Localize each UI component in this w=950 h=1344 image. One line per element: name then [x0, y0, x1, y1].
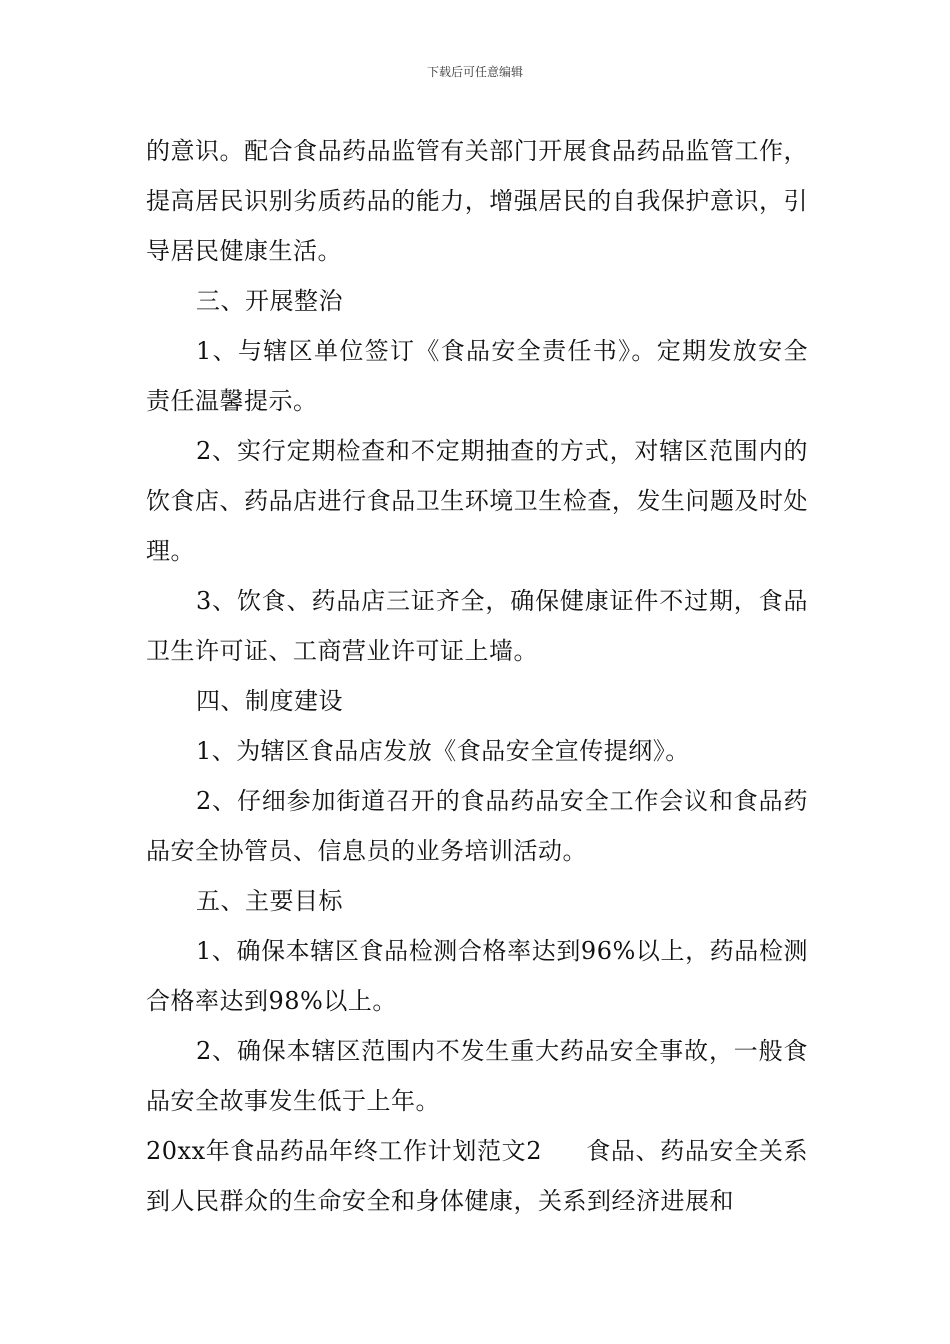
- paragraph-3-2: 2、实行定期检查和不定期抽查的方式，对辖区范围内的饮食店、药品店进行食品卫生环境卫生检查，发生问题及时处理。: [146, 437, 808, 565]
- paragraph-3-1: 1、与辖区单位签订《食品安全责任书》。定期发放安全责任温馨提示。: [146, 337, 808, 415]
- paragraph-4-2: 2、仔细参加街道召开的食品药品安全工作会议和食品药品安全协管员、信息员的业务培训活动。: [146, 787, 808, 865]
- document-body: [146, 126, 808, 1226]
- paragraph-3-3: 3、饮食、药品店三证齐全，确保健康证件不过期，食品卫生许可证、工商营业许可证上墙。: [146, 587, 808, 665]
- section-heading-3: 三、开展整治: [196, 287, 343, 315]
- paragraph-4-1: 1、为辖区食品店发放《食品安全宣传提纲》。: [196, 737, 690, 765]
- section-heading-4: 四、制度建设: [196, 687, 343, 715]
- next-section-title: 20xx年食品药品年终工作计划范文2: [146, 1137, 543, 1165]
- paragraph-5-1: 1、确保本辖区食品检测合格率达到96%以上，药品检测合格率达到98%以上。: [146, 937, 808, 1015]
- paragraph-intro: 的意识。配合食品药品监管有关部门开展食品药品监管工作，提高居民识别劣质药品的能力，增强居民的自我保护意识，引导居民健康生活。: [146, 137, 808, 265]
- paragraph-5-2: 2、确保本辖区范围内不发生重大药品安全事故，一般食品安全故事发生低于上年。: [146, 1037, 808, 1115]
- next-section: [146, 1126, 808, 1226]
- section-heading-5: 五、主要目标: [196, 887, 343, 915]
- next-section-text: 食品、药品安全关系到人民群众的生命安全和身体健康，关系到经济进展和: [146, 1137, 808, 1215]
- page-header: 下载后可任意编辑: [426, 65, 523, 79]
